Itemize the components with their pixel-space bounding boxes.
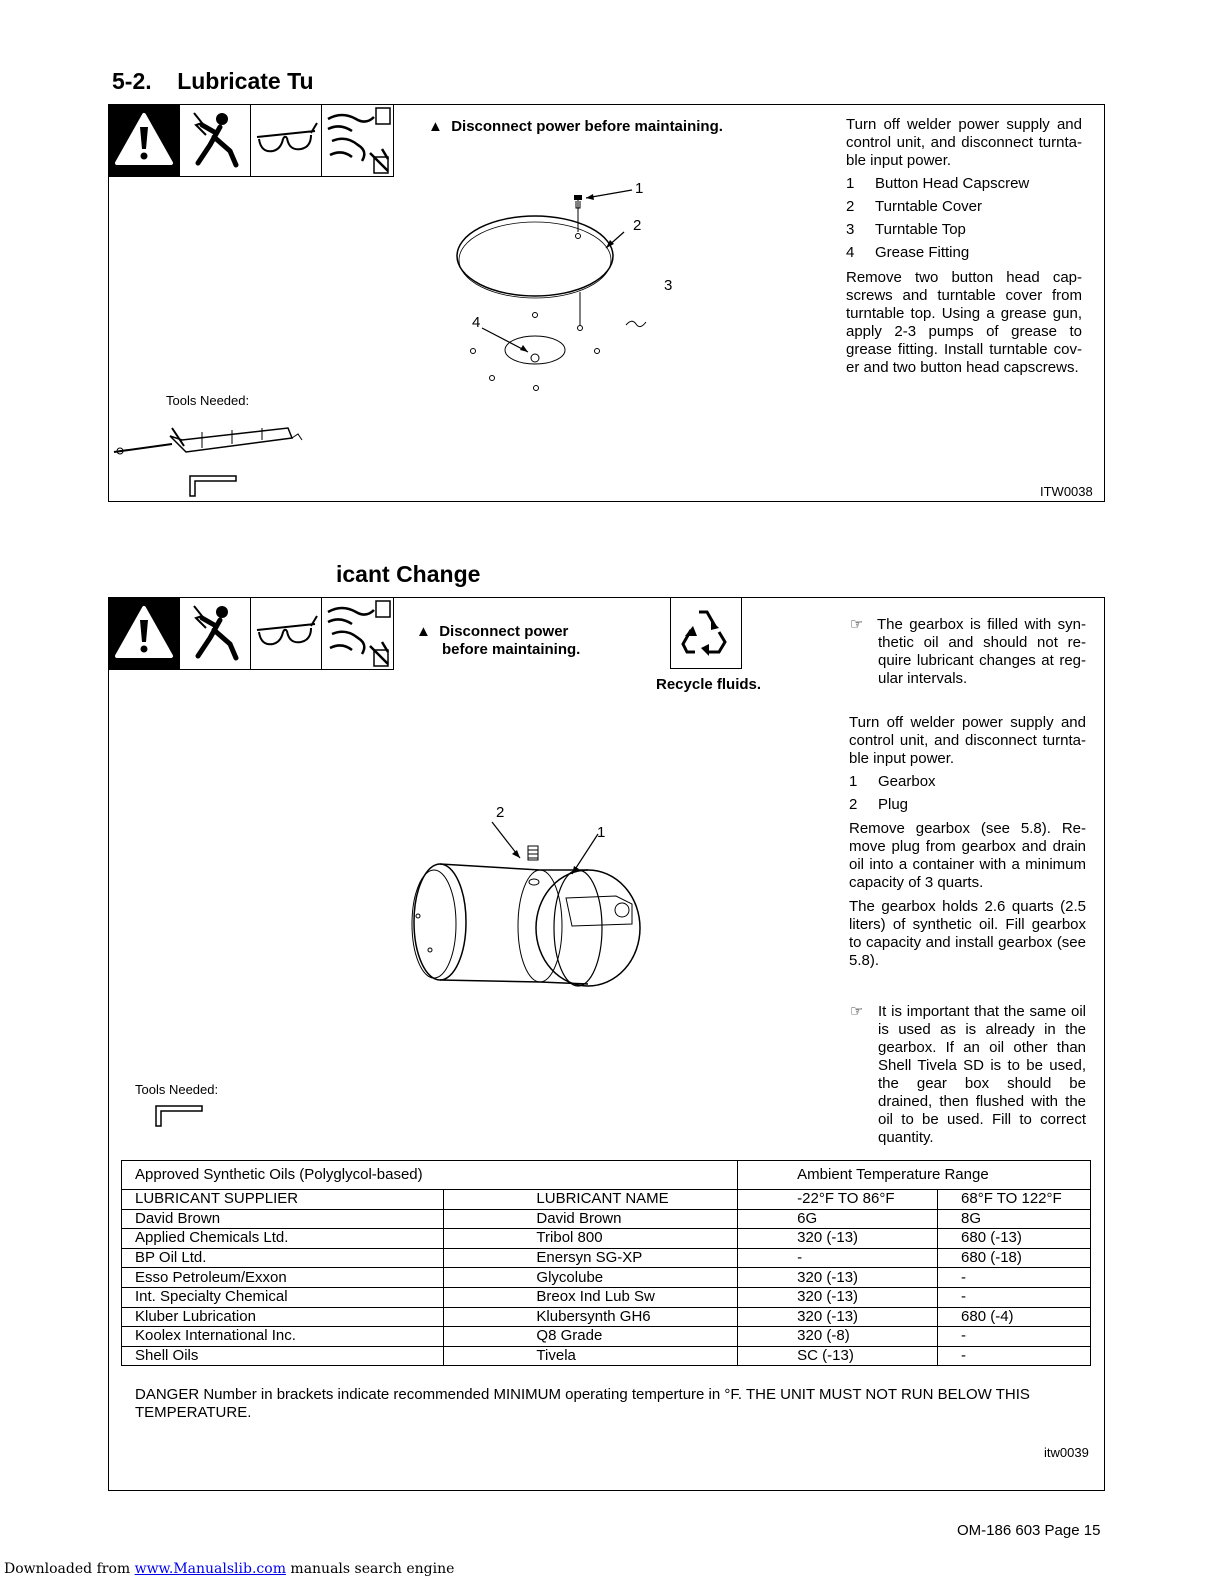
figure-ref: ITW0038	[1040, 484, 1093, 499]
table-header-row	[122, 1190, 1091, 1210]
warning-disconnect	[428, 118, 723, 136]
warning-disconnect	[416, 623, 568, 641]
note-text: The gearbox is filled with syn-thetic oil and should not re-quire lubricant changes at reg-ular intervals.	[877, 616, 1086, 687]
table-title: Approved Synthetic Oils (Polyglycol-based)	[122, 1161, 738, 1190]
warning-text: Disconnect power	[439, 623, 569, 640]
section-heading-lubricate: 5-2. Lubricate Tu	[112, 68, 314, 94]
callout-2: 2	[496, 804, 505, 821]
table-row: Applied Chemicals Ltd. Tribol 800 320 (-13) 680 (-13)	[122, 1229, 1091, 1249]
callout-4: 4	[472, 314, 481, 331]
intro-text: Turn off welder power supply and control unit, and disconnect turnta-ble input power.	[849, 714, 1086, 767]
gearbox-diagram	[400, 812, 660, 1012]
safety-glasses-icon	[251, 598, 322, 669]
note-same-oil	[850, 1003, 1086, 1147]
note-text: It is important that the same oil is used as is already in the gearbox. If an oil other than Shell Tivela SD is to be used, the gear box should be drained, then flushed with the oil to be used. Fill to correct quantity.	[878, 1003, 1086, 1146]
callout-2: 2	[633, 217, 642, 234]
remove-gearbox-text: Remove gearbox (see 5.8). Re-move plug from gearbox and drain oil into a container with a minimum capacity of 3 quarts.	[849, 820, 1086, 891]
grease-gun-icon	[112, 418, 312, 468]
gearbox-capacity-text: The gearbox holds 2.6 quarts (2.5 liters) of synthetic oil. Fill gearbox to capacity and install gearbox (see 5.8).	[849, 898, 1086, 969]
danger-note: DANGER Number in brackets indicate recommended MINIMUM operating temperture in °F. THE UNIT MUST NOT RUN BELOW THIS TEMPERATURE.	[135, 1386, 1030, 1421]
welding-hazard-icon	[322, 105, 393, 176]
table-row: Kluber Lubrication Klubersynth GH6 320 (-13) 680 (-4)	[122, 1307, 1091, 1327]
electric-shock-icon	[180, 105, 251, 176]
table-row: Int. Specialty Chemical Breox Ind Lub Sw 320 (-13) -	[122, 1287, 1091, 1307]
electric-shock-icon	[180, 598, 251, 669]
welding-hazard-icon	[322, 598, 393, 669]
hex-key-icon	[154, 1104, 204, 1128]
callout-3: 3	[664, 277, 673, 294]
tools-needed-label: Tools Needed:	[135, 1082, 219, 1097]
pointing-hand-icon: ☞	[850, 1003, 864, 1020]
recycle-fluids-label: Recycle fluids.	[656, 676, 762, 693]
table-row: Esso Petroleum/Exxon Glycolube 320 (-13) -	[122, 1268, 1091, 1288]
recycle-icon	[670, 597, 742, 669]
pointing-hand-icon: ☞	[850, 616, 864, 633]
table-row: Shell Oils Tivela SC (-13) -	[122, 1346, 1091, 1366]
manualslib-link[interactable]: www.Manualslib.com	[134, 1561, 286, 1577]
column-header: 68°F TO 122°F	[938, 1190, 1091, 1210]
callout-1: 1	[597, 824, 606, 841]
intro-text: Turn off welder power supply and control unit, and disconnect turnta-ble input power.	[846, 116, 1082, 169]
column-header: LUBRICANT SUPPLIER	[122, 1190, 444, 1210]
figure-ref: itw0039	[1044, 1445, 1089, 1460]
list-item: 3 Turntable Top	[846, 221, 966, 238]
column-header: -22°F TO 86°F	[738, 1190, 938, 1210]
column-header: LUBRICANT NAME	[444, 1190, 738, 1210]
tools-needed-label: Tools Needed:	[166, 393, 250, 408]
list-item: 4 Grease Fitting	[846, 244, 970, 261]
warning-text-line2: before maintaining.	[442, 641, 581, 658]
callout-1: 1	[635, 180, 644, 197]
list-item: 2 Plug	[849, 796, 909, 813]
warning-triangle-icon: ▲	[416, 623, 440, 640]
instructions-text: Remove two button head cap-screws and turntable cover from turntable top. Using a grease gun, apply 2-3 pumps of grease to grease fitting. Install turntable cov-er and two button head capscrews.	[846, 269, 1082, 376]
warning-triangle-icon	[109, 598, 180, 669]
warning-text: Disconnect power before maintaining.	[451, 118, 723, 135]
parts-list	[849, 770, 1086, 816]
table-row: BP Oil Ltd. Enersyn SG-XP - 680 (-18)	[122, 1248, 1091, 1268]
safety-icon-bar	[108, 104, 394, 177]
warning-triangle-icon	[109, 105, 180, 176]
safety-glasses-icon	[251, 105, 322, 176]
safety-icon-bar	[108, 597, 394, 670]
download-footer: Downloaded from www.Manualslib.com manuals search engine	[4, 1561, 455, 1577]
warning-triangle-icon: ▲	[428, 118, 452, 135]
table-title-row	[122, 1161, 1091, 1190]
ambient-range-title: Ambient Temperature Range	[738, 1161, 1091, 1190]
turntable-diagram	[440, 170, 700, 400]
approved-oils-table	[121, 1160, 1091, 1366]
section-heading-lubricant-change: icant Change	[336, 561, 481, 587]
list-item: 1 Gearbox	[849, 773, 936, 790]
parts-list	[846, 172, 1082, 264]
table-row: Koolex International Inc. Q8 Grade 320 (-8) -	[122, 1327, 1091, 1347]
list-item: 2 Turntable Cover	[846, 198, 982, 215]
hex-key-icon	[188, 474, 238, 498]
page-number: OM-186 603 Page 15	[957, 1522, 1101, 1539]
table-row: David Brown David Brown 6G 8G	[122, 1209, 1091, 1229]
list-item: 1 Button Head Capscrew	[846, 175, 1030, 192]
note-synthetic-oil	[850, 616, 1086, 688]
